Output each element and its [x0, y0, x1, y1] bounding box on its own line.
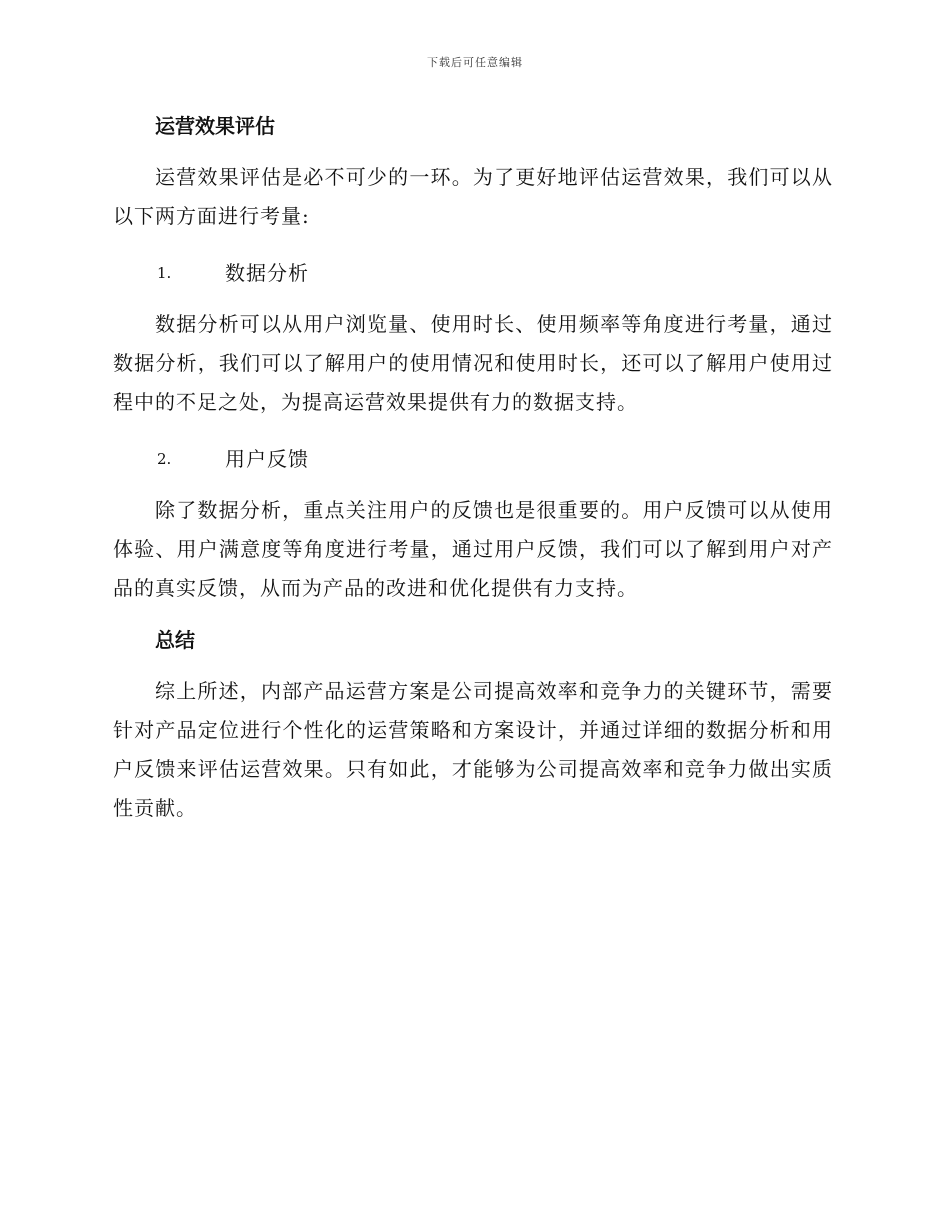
data-analysis-paragraph: 数据分析可以从用户浏览量、使用时长、使用频率等角度进行考量，通过数据分析，我们可以了解用户的使用情况和使用时长，还可以了解用户使用过程中的不足之处，为提高运营效果提供有力的数据支持。	[113, 312, 833, 414]
list-number: 1.	[157, 264, 172, 282]
list-item-data-analysis	[157, 252, 833, 289]
list-item-title: 数据分析	[225, 261, 309, 285]
page-header-note: 下载后可任意编辑	[427, 56, 523, 69]
list-number: 2.	[157, 450, 172, 468]
section-heading-evaluation: 运营效果评估	[155, 114, 275, 138]
list-item-user-feedback	[157, 438, 833, 475]
list-item-title: 用户反馈	[225, 447, 309, 471]
evaluation-intro-paragraph: 运营效果评估是必不可少的一环。为了更好地评估运营效果，我们可以从以下两方面进行考量:	[113, 165, 833, 228]
document-body	[113, 110, 833, 844]
section-heading-summary: 总结	[155, 628, 195, 652]
user-feedback-paragraph: 除了数据分析，重点关注用户的反馈也是很重要的。用户反馈可以从使用体验、用户满意度等角度进行考量，通过用户反馈，我们可以了解到用户对产品的真实反馈，从而为产品的改进和优化提供有力支持。	[113, 498, 833, 600]
summary-paragraph: 综上所述，内部产品运营方案是公司提高效率和竞争力的关键环节，需要针对产品定位进行个性化的运营策略和方案设计，并通过详细的数据分析和用户反馈来评估运营效果。只有如此，才能够为公司提高效率和竞争力做出实质性贡献。	[113, 679, 833, 820]
